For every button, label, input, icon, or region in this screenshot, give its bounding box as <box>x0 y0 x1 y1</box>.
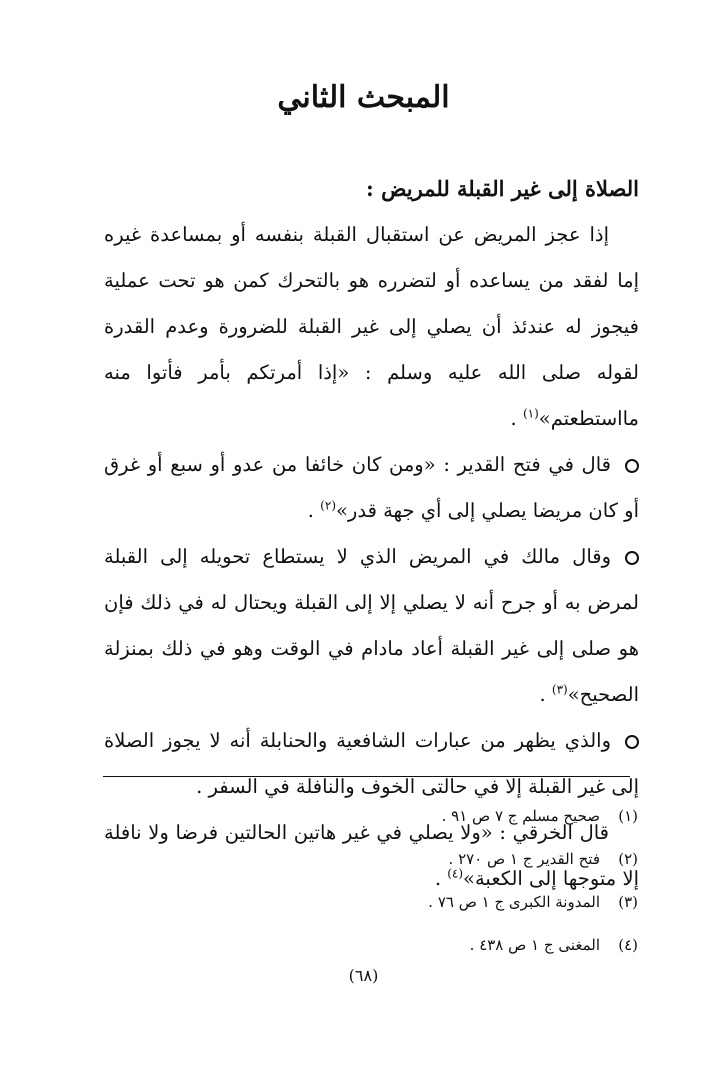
page-number: (٦٨) <box>348 966 379 985</box>
paragraph-5-end: . <box>434 867 448 890</box>
paragraph-4 <box>104 718 639 810</box>
footnote-number: (٣) <box>618 893 638 911</box>
section-heading: الصلاة إلى غير القبلة للمريض : <box>366 176 639 201</box>
footnote-number: (١) <box>618 807 638 825</box>
paragraph-4-text: والذي يظهر من عبارات الشافعية والحنابلة أنه لا يجوز الصلاة إلى غير القبلة إلا في حالتى الخوف والنافلة في السفر . <box>104 729 639 798</box>
paragraph-3-text: وقال مالك في المريض الذي لا يستطاع تحويله إلى القبلة لمرض به أو جرح أنه لا يصلي إلا إلى القبلة ويحتال له في ذلك فإن هو صلى إلى غير القبلة أعاد مادام في الوقت وهو في ذلك بمنزلة الصحيح» <box>104 545 639 706</box>
footnotes <box>380 800 638 972</box>
paragraph-5-text: قال الخرقي : «ولا يصلي في غير هاتين الحالتين فرضا ولا نافلة إلا متوجها إلى الكعبة» <box>104 821 639 890</box>
footnote-2 <box>380 843 638 886</box>
footnote-ref-2: (٢) <box>320 498 336 513</box>
chapter-title: المبحث الثاني <box>277 80 450 115</box>
circle-bullet-icon <box>625 735 639 749</box>
footnote-number: (٤) <box>618 936 638 954</box>
paragraph-2-end: . <box>307 499 321 522</box>
footnote-3 <box>380 886 638 929</box>
footnote-text: المغنى ج ١ ص ٤٣٨ . <box>469 936 600 954</box>
paragraph-1-end: . <box>510 407 523 430</box>
paragraph-2-text: قال في فتح القدير : «ومن كان خائفا من عدو أو سبع أو غرق أو كان مريضا يصلي إلى أي جهة قدر» <box>104 453 639 522</box>
footnote-ref-1: (١) <box>522 406 539 421</box>
footnote-ref-4: (٤) <box>447 866 464 881</box>
paragraph-3-end: . <box>539 683 552 706</box>
footnote-ref-3: (٣) <box>551 682 568 697</box>
circle-bullet-icon <box>625 551 639 565</box>
footnote-text: صحيح مسلم ج ٧ ص ٩١ . <box>441 807 600 825</box>
paragraph-2 <box>104 442 639 534</box>
body-text <box>104 166 639 902</box>
paragraph-1 <box>104 212 639 442</box>
footnote-text: المدونة الكبرى ج ١ ص ٧٦ . <box>428 893 600 911</box>
footnote-divider <box>103 776 630 777</box>
footnote-text: فتح القدير ج ١ ص ٢٧٠ . <box>448 850 600 868</box>
footnote-number: (٢) <box>618 850 638 868</box>
paragraph-3 <box>104 534 639 718</box>
paragraph-1-text: إذا عجز المريض عن استقبال القبلة بنفسه أو بمساعدة غيره إما لفقد من يساعده أو لتضرره هو بالتحرك كمن هو تحت عملية فيجوز له عندئذ أن يصلي إلى غير القبلة للضرورة وعدم القدرة لقوله صلى الله عليه وسلم : «إذا أمرتكم بأمر فأتوا منه مااستطعتم» <box>104 223 639 430</box>
footnote-1 <box>380 800 638 843</box>
circle-bullet-icon <box>625 459 639 473</box>
